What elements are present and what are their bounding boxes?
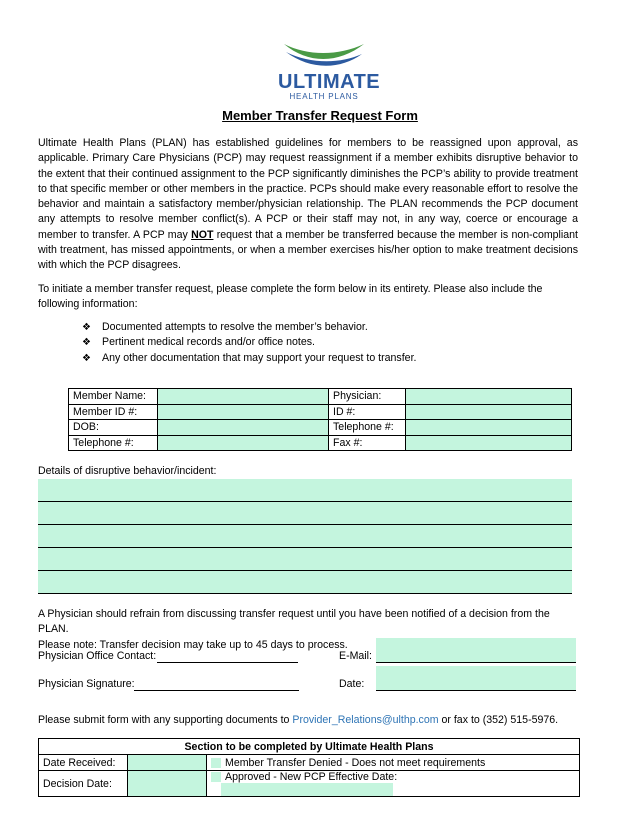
diamond-bullet-icon: ❖ <box>82 352 91 364</box>
details-line-5[interactable] <box>38 571 572 594</box>
email-label: E-Mail: <box>339 650 372 662</box>
logo-name: ULTIMATE <box>278 71 381 93</box>
approved-checkbox[interactable] <box>211 772 221 782</box>
list-item: ❖ Documented attempts to resolve the member’s behavior. <box>82 320 416 335</box>
details-line-1[interactable] <box>38 479 572 502</box>
physician-label: Physician: <box>329 389 406 405</box>
physician-field[interactable] <box>406 389 572 405</box>
new-pcp-effective-date-field[interactable] <box>221 783 393 796</box>
not-emphasis: NOT <box>191 228 214 241</box>
intro-paragraph <box>38 136 578 274</box>
signature-field[interactable] <box>134 674 299 691</box>
date-field[interactable] <box>376 666 576 691</box>
page-title: Member Transfer Request Form <box>222 108 418 123</box>
details-line-2[interactable] <box>38 502 572 525</box>
member-name-field[interactable] <box>158 389 329 405</box>
details-line-3[interactable] <box>38 525 572 548</box>
table-row <box>69 404 572 420</box>
table-row <box>69 420 572 436</box>
denied-checkbox[interactable] <box>211 758 221 768</box>
table-row <box>69 435 572 451</box>
instructions-paragraph: To initiate a member transfer request, please complete the form below in its entirety. Please also include the following information: <box>38 283 543 311</box>
plan-section-table <box>38 738 580 797</box>
table-row <box>39 771 580 797</box>
decision-date-field[interactable] <box>128 771 207 797</box>
processing-note: Please note: Transfer decision may take up to 45 days to process. <box>38 638 348 651</box>
plan-section-header: Section to be completed by Ultimate Health Plans <box>39 739 580 755</box>
logo-subtitle: HEALTH PLANS <box>289 92 359 101</box>
member-id-field[interactable] <box>158 404 329 420</box>
table-row <box>39 739 580 755</box>
requirements-list <box>82 320 416 366</box>
table-row <box>69 389 572 405</box>
member-telephone-field[interactable] <box>158 435 329 451</box>
details-line-4[interactable] <box>38 548 572 571</box>
list-item: ❖ Any other documentation that may support your request to transfer. <box>82 351 416 366</box>
list-item: ❖ Pertinent medical records and/or office notes. <box>82 335 416 350</box>
logo-swoosh-icon <box>278 38 370 72</box>
submit-instructions: Please submit form with any supporting documents to Provider_Relations@ulthp.com or fax to (352) 515-5976. <box>38 714 559 726</box>
diamond-bullet-icon: ❖ <box>82 337 91 349</box>
approved-option: Approved - New PCP Effective Date: <box>207 771 580 797</box>
diamond-bullet-icon: ❖ <box>82 322 91 333</box>
office-contact-label: Physician Office Contact: <box>38 650 157 662</box>
details-label: Details of disruptive behavior/incident: <box>38 465 217 477</box>
date-label: Date: <box>339 678 365 690</box>
date-received-label: Date Received: <box>39 755 128 771</box>
intro-text: Ultimate Health Plans (PLAN) has established guidelines for members to be reassigned upon approval, as applicable. Primary Care Physicians (PCP) may request reassignment if a member exhibits disruptive behavior to the extent that their continued assignment to the PCP significantly diminishes the PCP’s ability to provide treatment to that specific member or other members in the practice. PCPs should make every reasonable effort to resolve the behavior and maintain a satisfactory member/physician relationship. The PLAN recommends the PCP document any attempts to resolve member conflict(s). A PCP or their staff may not, in any way, coerce or encourage a member to transfer. A PCP may <box>38 137 578 241</box>
fax-field[interactable] <box>406 435 572 451</box>
physician-telephone-label: Telephone #: <box>329 420 406 436</box>
table-row <box>39 755 580 771</box>
dob-field[interactable] <box>158 420 329 436</box>
member-id-label: Member ID #: <box>69 404 158 420</box>
signature-label: Physician Signature: <box>38 678 135 690</box>
ultimate-health-plans-logo <box>278 38 381 104</box>
physician-id-field[interactable] <box>406 404 572 420</box>
physician-telephone-field[interactable] <box>406 420 572 436</box>
denied-option: Member Transfer Denied - Does not meet requirements <box>207 755 580 771</box>
dob-label: DOB: <box>69 420 158 436</box>
provider-relations-email-link[interactable]: Provider_Relations@ulthp.com <box>292 714 439 726</box>
decision-date-label: Decision Date: <box>39 771 128 797</box>
member-telephone-label: Telephone #: <box>69 435 158 451</box>
refrain-text: A Physician should refrain from discussing transfer request until you have been notified of a decision from the PLAN. <box>38 608 550 636</box>
intro-text-continued: request that a member be transferred because the member is non-compliant with treatment, has missed appointments, or when a member exercises his/her option to make treatment decisions with which the PCP disagrees. <box>38 228 578 272</box>
office-contact-field[interactable] <box>157 646 298 663</box>
member-info-table <box>68 388 572 451</box>
fax-label: Fax #: <box>329 435 406 451</box>
member-name-label: Member Name: <box>69 389 158 405</box>
date-received-field[interactable] <box>128 755 207 771</box>
email-field[interactable] <box>376 638 576 663</box>
physician-id-label: ID #: <box>329 404 406 420</box>
